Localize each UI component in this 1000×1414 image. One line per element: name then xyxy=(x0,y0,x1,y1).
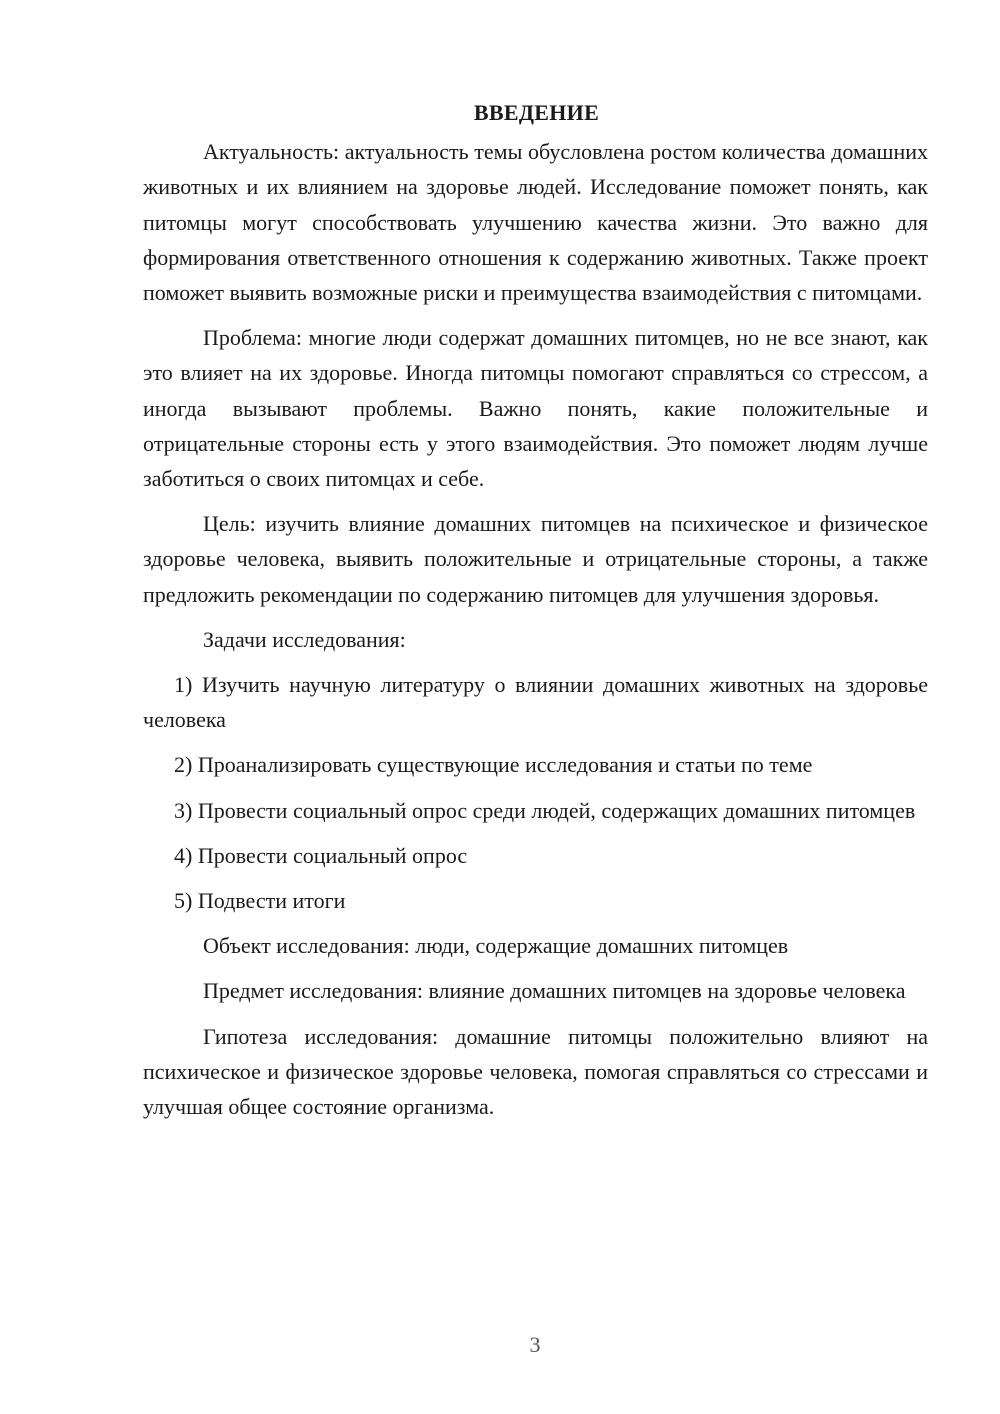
tasks-list xyxy=(143,667,928,918)
paragraph-relevance: Актуальность: актуальность темы обусловлена ростом количества домашних животных и их влиянием на здоровье людей. Исследование поможет понять, как питомцы могут способствовать улучшению качества жизни. Это важно для формирования ответственного отношения к содержанию животных. Также проект поможет выявить возможные риски и преимущества взаимодействия с питомцами. xyxy=(143,139,928,306)
list-item: 4) Провести социальный опрос xyxy=(174,842,468,868)
paragraph-subject: Предмет исследования: влияние домашних питомцев на здоровье человека xyxy=(203,978,906,1004)
paragraph-goal: Цель: изучить влияние домашних питомцев на психическое и физическое здоровье человека, выявить положительные и отрицательные стороны, а также предложить рекомендации по содержанию питомцев для улучшения здоровья. xyxy=(143,511,928,607)
paragraph-object: Объект исследования: люди, содержащие домашних питомцев xyxy=(203,933,789,959)
paragraph-hypothesis: Гипотеза исследования: домашние питомцы положительно влияют на психическое и физическое здоровье человека, помогая справляться со стрессами и улучшая общее состояние организма. xyxy=(143,1023,928,1120)
list-item: 3) Провести социальный опрос среди людей, содержащих домашних питомцев xyxy=(174,797,916,823)
tasks-title: Задачи исследования: xyxy=(203,626,406,652)
list-item: 1) Изучить научную литературу о влиянии домашних животных на здоровье человека xyxy=(143,672,928,733)
page-body xyxy=(143,95,928,1134)
list-item: 5) Подвести итоги xyxy=(174,888,346,914)
page-number: 3 xyxy=(529,1332,541,1357)
list-item: 2) Проанализировать существующие исследования и статьи по теме xyxy=(174,752,813,778)
page-title: ВВЕДЕНИЕ xyxy=(473,100,600,125)
paragraph-problem: Проблема: многие люди содержат домашних питомцев, но не все знают, как это влияет на их здоровье. Иногда питомцы помогают справляться со стрессом, а иногда вызывают проблемы. Важно понять, какие положительные и отрицательные стороны есть у этого взаимодействия. Это поможет людям лучше заботиться о своих питомцах и себе. xyxy=(143,325,928,492)
